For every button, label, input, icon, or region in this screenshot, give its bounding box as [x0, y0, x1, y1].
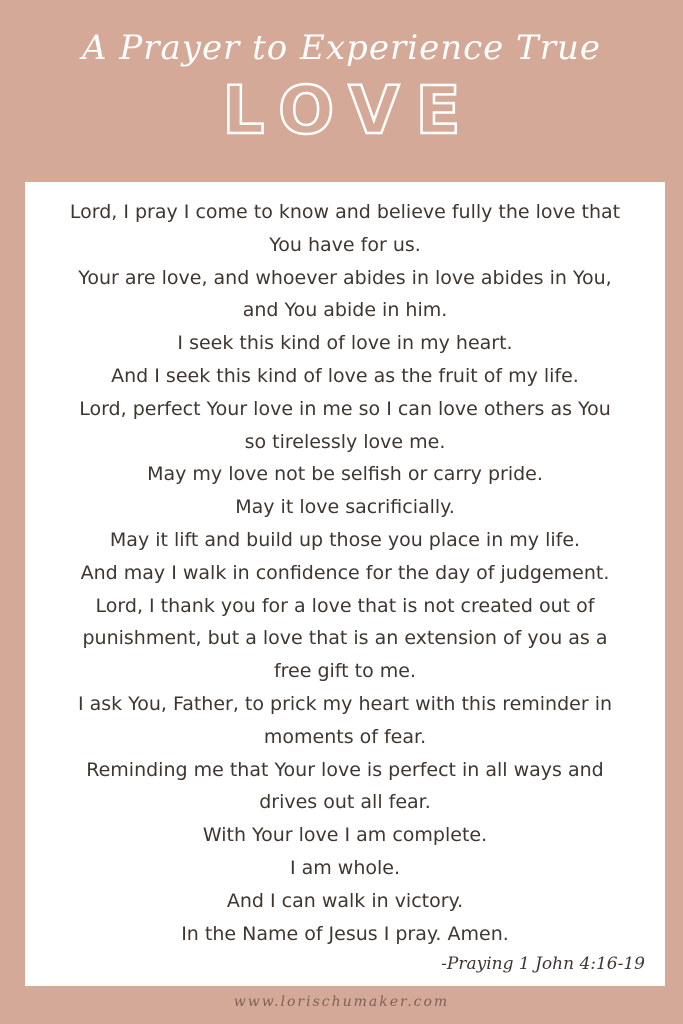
prayer-line: I ask You, Father, to prick my heart with this reminder in	[77, 692, 613, 715]
prayer-line: May it lift and build up those you place in my life.	[109, 528, 581, 551]
prayer-line: drives out all fear.	[259, 791, 431, 814]
prayer-line: I seek this kind of love in my heart.	[177, 332, 513, 355]
prayer-text	[37, 196, 653, 950]
prayer-line: Lord, I thank you for a love that is not created out of	[95, 594, 595, 617]
prayer-line: Reminding me that Your love is perfect in all ways and	[86, 758, 604, 781]
prayer-line: so tirelessly love me.	[244, 430, 446, 453]
prayer-line: and You abide in him.	[242, 299, 448, 322]
prayer-line: Your are love, and whoever abides in love abides in You,	[78, 266, 612, 289]
prayer-line: moments of fear.	[263, 725, 427, 748]
prayer-line: In the Name of Jesus I pray. Amen.	[181, 922, 509, 945]
prayer-card	[25, 182, 665, 986]
prayer-line: I am whole.	[289, 856, 401, 879]
title-line: A Prayer to Experience True	[81, 28, 602, 68]
prayer-line: May it love sacrificially.	[235, 496, 455, 519]
prayer-line: With Your love I am complete.	[202, 824, 488, 847]
prayer-line: May my love not be selfish or carry pride.	[147, 463, 543, 486]
prayer-line: free gift to me.	[273, 660, 417, 683]
prayer-line: And I seek this kind of love as the fruit of my life.	[111, 364, 579, 387]
website-watermark: www.lorischumaker.com	[233, 994, 450, 1010]
prayer-line: punishment, but a love that is an extension of you as a	[82, 627, 608, 650]
prayer-line: And may I walk in confidence for the day of judgement.	[80, 561, 610, 584]
prayer-line: Lord, I pray I come to know and believe fully the love that	[69, 201, 621, 223]
scripture-attribution: -Praying 1 John 4:16-19	[441, 954, 645, 974]
prayer-line: Lord, perfect Your love in me so I can love others as You	[79, 397, 611, 420]
prayer-line: You have for us.	[269, 233, 421, 256]
prayer-line: And I can walk in victory.	[226, 889, 464, 912]
love-heading: LOVE	[222, 72, 477, 149]
